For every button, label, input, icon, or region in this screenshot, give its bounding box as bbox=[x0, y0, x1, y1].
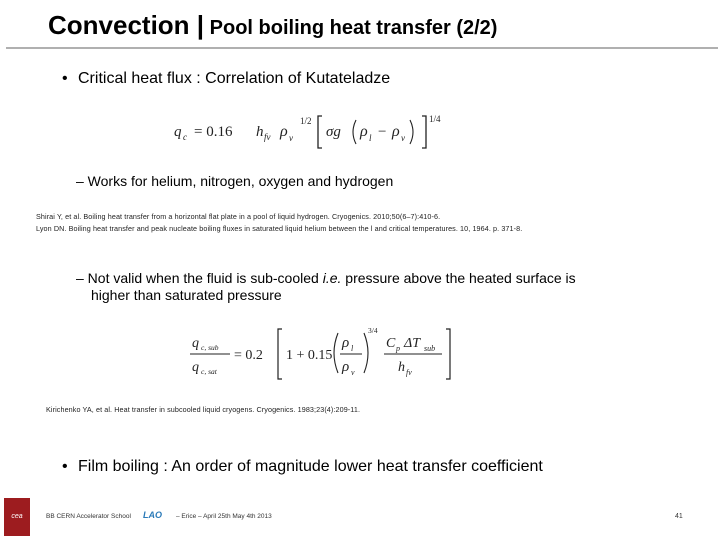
eq2-rho-l-sub: l bbox=[351, 344, 354, 353]
eq2-dt-sub: sub bbox=[424, 344, 436, 353]
eq1-hfg: h bbox=[256, 124, 264, 140]
eq1-rho: ρ bbox=[280, 123, 288, 140]
eq2-rho-v: ρ bbox=[342, 359, 350, 375]
eq1-bracket-right bbox=[422, 116, 426, 148]
eq1-exp2: 1/4 bbox=[429, 114, 441, 124]
eq1-bracket-left bbox=[318, 116, 322, 148]
subcooled-equation bbox=[186, 323, 506, 385]
dash-works-for: – Works for helium, nitrogen, oxygen and hydrogen bbox=[76, 173, 394, 189]
eq2-rho-l: ρ bbox=[342, 335, 350, 351]
footer-event: – Erice – April 25th May 4th 2013 bbox=[176, 513, 272, 520]
slide-title bbox=[48, 10, 497, 41]
eq2-paren-right bbox=[364, 333, 368, 373]
title-divider bbox=[6, 47, 718, 49]
slide-title-sub: Pool boiling heat transfer (2/2) bbox=[204, 17, 498, 39]
bullet-dot-icon: • bbox=[62, 458, 68, 475]
bullet-text: Film boiling : An order of magnitude lower heat transfer coefficient bbox=[78, 458, 543, 475]
eq2-eq: = 0.2 bbox=[234, 348, 263, 363]
eq2-den-sub: c, sat bbox=[201, 367, 217, 376]
eq1-minus: − bbox=[378, 124, 387, 140]
eq1-rho-sub: v bbox=[289, 133, 293, 143]
eq2-hfv-sub: fv bbox=[406, 368, 412, 377]
eq2-num: q bbox=[192, 336, 199, 351]
eq2-exp: 3/4 bbox=[368, 326, 378, 335]
eq1-paren-right bbox=[410, 120, 413, 144]
dash2-line-2: higher than saturated pressure bbox=[91, 287, 282, 303]
eq1-paren-left bbox=[353, 120, 356, 144]
eq2-hfv: h bbox=[398, 360, 405, 375]
eq2-rho-v-sub: v bbox=[351, 368, 355, 377]
page-number: 41 bbox=[675, 513, 683, 520]
eq2-one: 1 + 0.15 bbox=[286, 348, 333, 363]
bullet-film-boiling bbox=[62, 458, 543, 476]
eq2-paren-left bbox=[334, 333, 338, 373]
footer-school: BB CERN Accelerator School bbox=[46, 513, 131, 520]
eq2-bracket-right bbox=[446, 329, 450, 379]
eq1-exp1: 1/2 bbox=[300, 116, 312, 126]
dash2-italic: i.e. bbox=[322, 270, 342, 286]
reference-kirichenko: Kirichenko YA, et al. Heat transfer in subcooled liquid cryogens. Cryogenics. 1983;23(4):209-11. bbox=[46, 405, 361, 414]
eq1-hfg-sub: fv bbox=[264, 132, 271, 142]
reference-lyon: Lyon DN. Boiling heat transfer and peak nucleate boiling fluxes in saturated liquid helium between the l and critical temperatures. 10, 1964. p. 371-8. bbox=[36, 224, 523, 233]
dash-not-valid bbox=[76, 270, 666, 304]
eq2-cp-sub: p bbox=[396, 344, 400, 353]
eq1-rho-l-sub: l bbox=[369, 133, 372, 143]
cea-logo: cea bbox=[4, 498, 30, 536]
eq2-num-sub: c, sub bbox=[201, 343, 219, 352]
eq1-coeff: = 0.16 bbox=[194, 124, 233, 140]
eq2-dt: ΔT bbox=[404, 336, 421, 351]
bullet-critical-heat-flux bbox=[62, 70, 390, 88]
bullet-text: Critical heat flux : Correlation of Kutateladze bbox=[78, 70, 391, 87]
eq2-cp: C bbox=[386, 336, 396, 351]
eq1-lhs: q bbox=[174, 124, 182, 140]
eq1-rho-v: ρ bbox=[392, 123, 400, 140]
eq2-den: q bbox=[192, 360, 199, 375]
kutateladze-equation bbox=[170, 108, 460, 154]
eq1-rho-l: ρ bbox=[360, 123, 368, 140]
lab-logo: LAO bbox=[143, 510, 162, 520]
eq1-lhs-sub: c bbox=[183, 132, 187, 142]
reference-shirai: Shirai Y, et al. Boiling heat transfer from a horizontal flat plate in a pool of liquid hydrogen. Cryogenics. 2010;50(6–7):410-6. bbox=[36, 212, 441, 221]
eq2-bracket-left bbox=[278, 329, 282, 379]
dash2-text-1: – Not valid when the fluid is sub-cooled bbox=[76, 270, 323, 286]
eq1-sigma: σg bbox=[326, 124, 341, 140]
bullet-dot-icon: • bbox=[62, 70, 68, 87]
dash2-text-2: pressure above the heated surface is bbox=[341, 270, 576, 286]
eq1-rho-v-sub: v bbox=[401, 133, 405, 143]
slide-title-main: Convection | bbox=[48, 10, 205, 40]
